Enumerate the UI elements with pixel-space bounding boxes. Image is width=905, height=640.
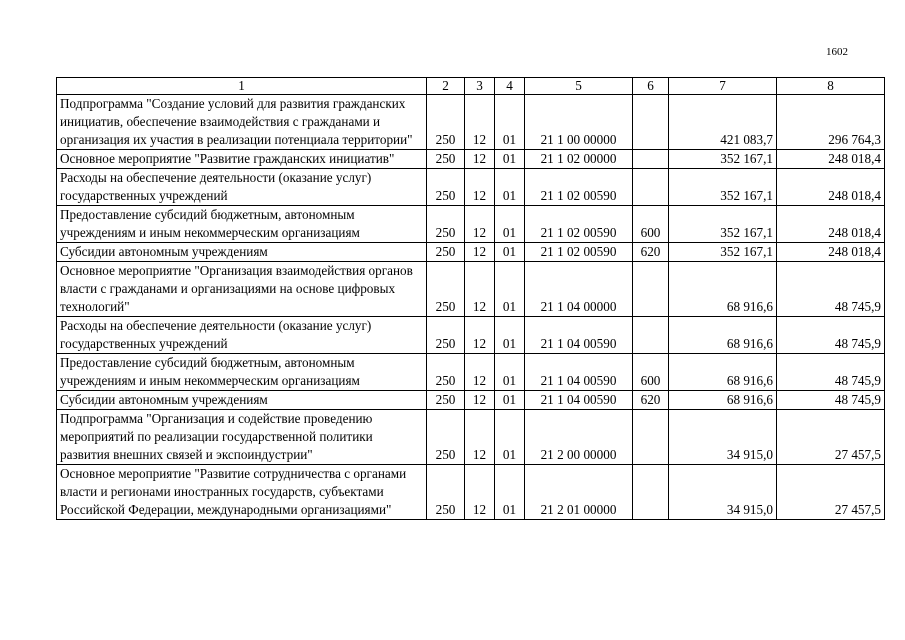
table-row <box>57 95 885 150</box>
row-name-cell: Субсидии автономным учреждениям <box>57 243 427 262</box>
header-cell: 6 <box>633 78 669 95</box>
header-cell: 2 <box>427 78 465 95</box>
row-value-cell <box>633 150 669 169</box>
row-value-cell: 01 <box>495 150 525 169</box>
row-value-cell: 21 2 00 00000 <box>525 410 633 465</box>
row-value-cell: 600 <box>633 354 669 391</box>
row-value-cell: 21 1 02 00590 <box>525 206 633 243</box>
row-value-cell: 01 <box>495 317 525 354</box>
row-value-cell: 12 <box>465 410 495 465</box>
row-name-cell: Предоставление субсидий бюджетным, автономным учреждениям и иным некоммерческим организациям <box>57 206 427 243</box>
header-cell: 8 <box>777 78 885 95</box>
row-value-cell: 12 <box>465 95 495 150</box>
row-value-cell: 352 167,1 <box>669 150 777 169</box>
row-value-cell: 21 1 04 00590 <box>525 317 633 354</box>
row-value-cell <box>633 410 669 465</box>
row-value-cell: 12 <box>465 150 495 169</box>
row-value-cell: 21 1 04 00000 <box>525 262 633 317</box>
row-value-cell: 01 <box>495 206 525 243</box>
table-row <box>57 354 885 391</box>
row-value-cell: 250 <box>427 206 465 243</box>
row-value-cell: 248 018,4 <box>777 206 885 243</box>
row-value-cell: 01 <box>495 95 525 150</box>
row-name-cell: Основное мероприятие "Организация взаимодействия органов власти с гражданами и организациями на основе цифровых технологий" <box>57 262 427 317</box>
row-value-cell <box>633 169 669 206</box>
row-value-cell: 250 <box>427 95 465 150</box>
row-value-cell: 248 018,4 <box>777 150 885 169</box>
header-cell: 7 <box>669 78 777 95</box>
header-cell: 3 <box>465 78 495 95</box>
table-row <box>57 150 885 169</box>
row-value-cell: 352 167,1 <box>669 206 777 243</box>
row-value-cell: 12 <box>465 169 495 206</box>
row-value-cell: 600 <box>633 206 669 243</box>
row-value-cell: 352 167,1 <box>669 169 777 206</box>
row-name-cell: Основное мероприятие "Развитие сотрудничества с органами власти и регионами иностранных государств, субъектами Российской Федерации, международными организациями" <box>57 465 427 520</box>
row-value-cell: 12 <box>465 465 495 520</box>
row-value-cell: 248 018,4 <box>777 243 885 262</box>
row-value-cell: 352 167,1 <box>669 243 777 262</box>
row-value-cell: 01 <box>495 169 525 206</box>
row-value-cell: 01 <box>495 262 525 317</box>
row-name-cell: Основное мероприятие "Развитие гражданских инициатив" <box>57 150 427 169</box>
row-value-cell: 68 916,6 <box>669 317 777 354</box>
row-value-cell: 250 <box>427 317 465 354</box>
row-value-cell: 250 <box>427 391 465 410</box>
row-name-cell: Предоставление субсидий бюджетным, автономным учреждениям и иным некоммерческим организациям <box>57 354 427 391</box>
table-row <box>57 206 885 243</box>
row-name-cell: Расходы на обеспечение деятельности (оказание услуг) государственных учреждений <box>57 169 427 206</box>
row-value-cell: 12 <box>465 262 495 317</box>
row-value-cell: 01 <box>495 410 525 465</box>
table-row <box>57 465 885 520</box>
row-value-cell: 34 915,0 <box>669 465 777 520</box>
header-cell: 4 <box>495 78 525 95</box>
row-value-cell: 21 1 02 00590 <box>525 169 633 206</box>
row-value-cell: 27 457,5 <box>777 410 885 465</box>
row-name-cell: Расходы на обеспечение деятельности (оказание услуг) государственных учреждений <box>57 317 427 354</box>
row-value-cell: 01 <box>495 354 525 391</box>
row-value-cell: 12 <box>465 317 495 354</box>
row-value-cell: 296 764,3 <box>777 95 885 150</box>
row-value-cell: 21 1 00 00000 <box>525 95 633 150</box>
row-value-cell: 68 916,6 <box>669 391 777 410</box>
row-value-cell: 21 2 01 00000 <box>525 465 633 520</box>
header-cell: 1 <box>57 78 427 95</box>
row-value-cell: 12 <box>465 243 495 262</box>
row-value-cell: 250 <box>427 169 465 206</box>
row-value-cell: 250 <box>427 243 465 262</box>
row-value-cell: 21 1 04 00590 <box>525 391 633 410</box>
row-value-cell: 250 <box>427 465 465 520</box>
budget-table <box>56 77 885 520</box>
row-value-cell: 421 083,7 <box>669 95 777 150</box>
header-cell: 5 <box>525 78 633 95</box>
row-value-cell: 21 1 02 00000 <box>525 150 633 169</box>
row-value-cell <box>633 95 669 150</box>
row-value-cell: 250 <box>427 262 465 317</box>
row-value-cell: 34 915,0 <box>669 410 777 465</box>
row-value-cell <box>633 317 669 354</box>
row-value-cell: 27 457,5 <box>777 465 885 520</box>
row-value-cell: 48 745,9 <box>777 317 885 354</box>
row-value-cell: 250 <box>427 410 465 465</box>
row-value-cell: 01 <box>495 391 525 410</box>
row-value-cell: 248 018,4 <box>777 169 885 206</box>
row-value-cell: 68 916,6 <box>669 262 777 317</box>
table-row <box>57 410 885 465</box>
table-row <box>57 391 885 410</box>
row-value-cell: 21 1 02 00590 <box>525 243 633 262</box>
row-value-cell: 48 745,9 <box>777 262 885 317</box>
table-row <box>57 243 885 262</box>
table-row <box>57 317 885 354</box>
table-row <box>57 169 885 206</box>
row-value-cell <box>633 465 669 520</box>
page-number: 1602 <box>826 46 848 58</box>
row-value-cell: 21 1 04 00590 <box>525 354 633 391</box>
table-row <box>57 262 885 317</box>
row-value-cell: 250 <box>427 354 465 391</box>
row-value-cell: 620 <box>633 391 669 410</box>
row-value-cell: 12 <box>465 391 495 410</box>
row-name-cell: Подпрограмма "Создание условий для развития гражданских инициатив, обеспечение взаимодействия с гражданами и организация их участия в реализации потенциала территории" <box>57 95 427 150</box>
row-name-cell: Подпрограмма "Организация и содействие проведению мероприятий по реализации государственной политики развития внешних связей и экспоиндустрии" <box>57 410 427 465</box>
row-value-cell: 12 <box>465 354 495 391</box>
row-value-cell: 620 <box>633 243 669 262</box>
header-row <box>57 78 885 95</box>
row-value-cell: 68 916,6 <box>669 354 777 391</box>
row-name-cell: Субсидии автономным учреждениям <box>57 391 427 410</box>
row-value-cell: 12 <box>465 206 495 243</box>
row-value-cell: 01 <box>495 243 525 262</box>
row-value-cell: 48 745,9 <box>777 391 885 410</box>
row-value-cell: 48 745,9 <box>777 354 885 391</box>
row-value-cell <box>633 262 669 317</box>
row-value-cell: 250 <box>427 150 465 169</box>
row-value-cell: 01 <box>495 465 525 520</box>
